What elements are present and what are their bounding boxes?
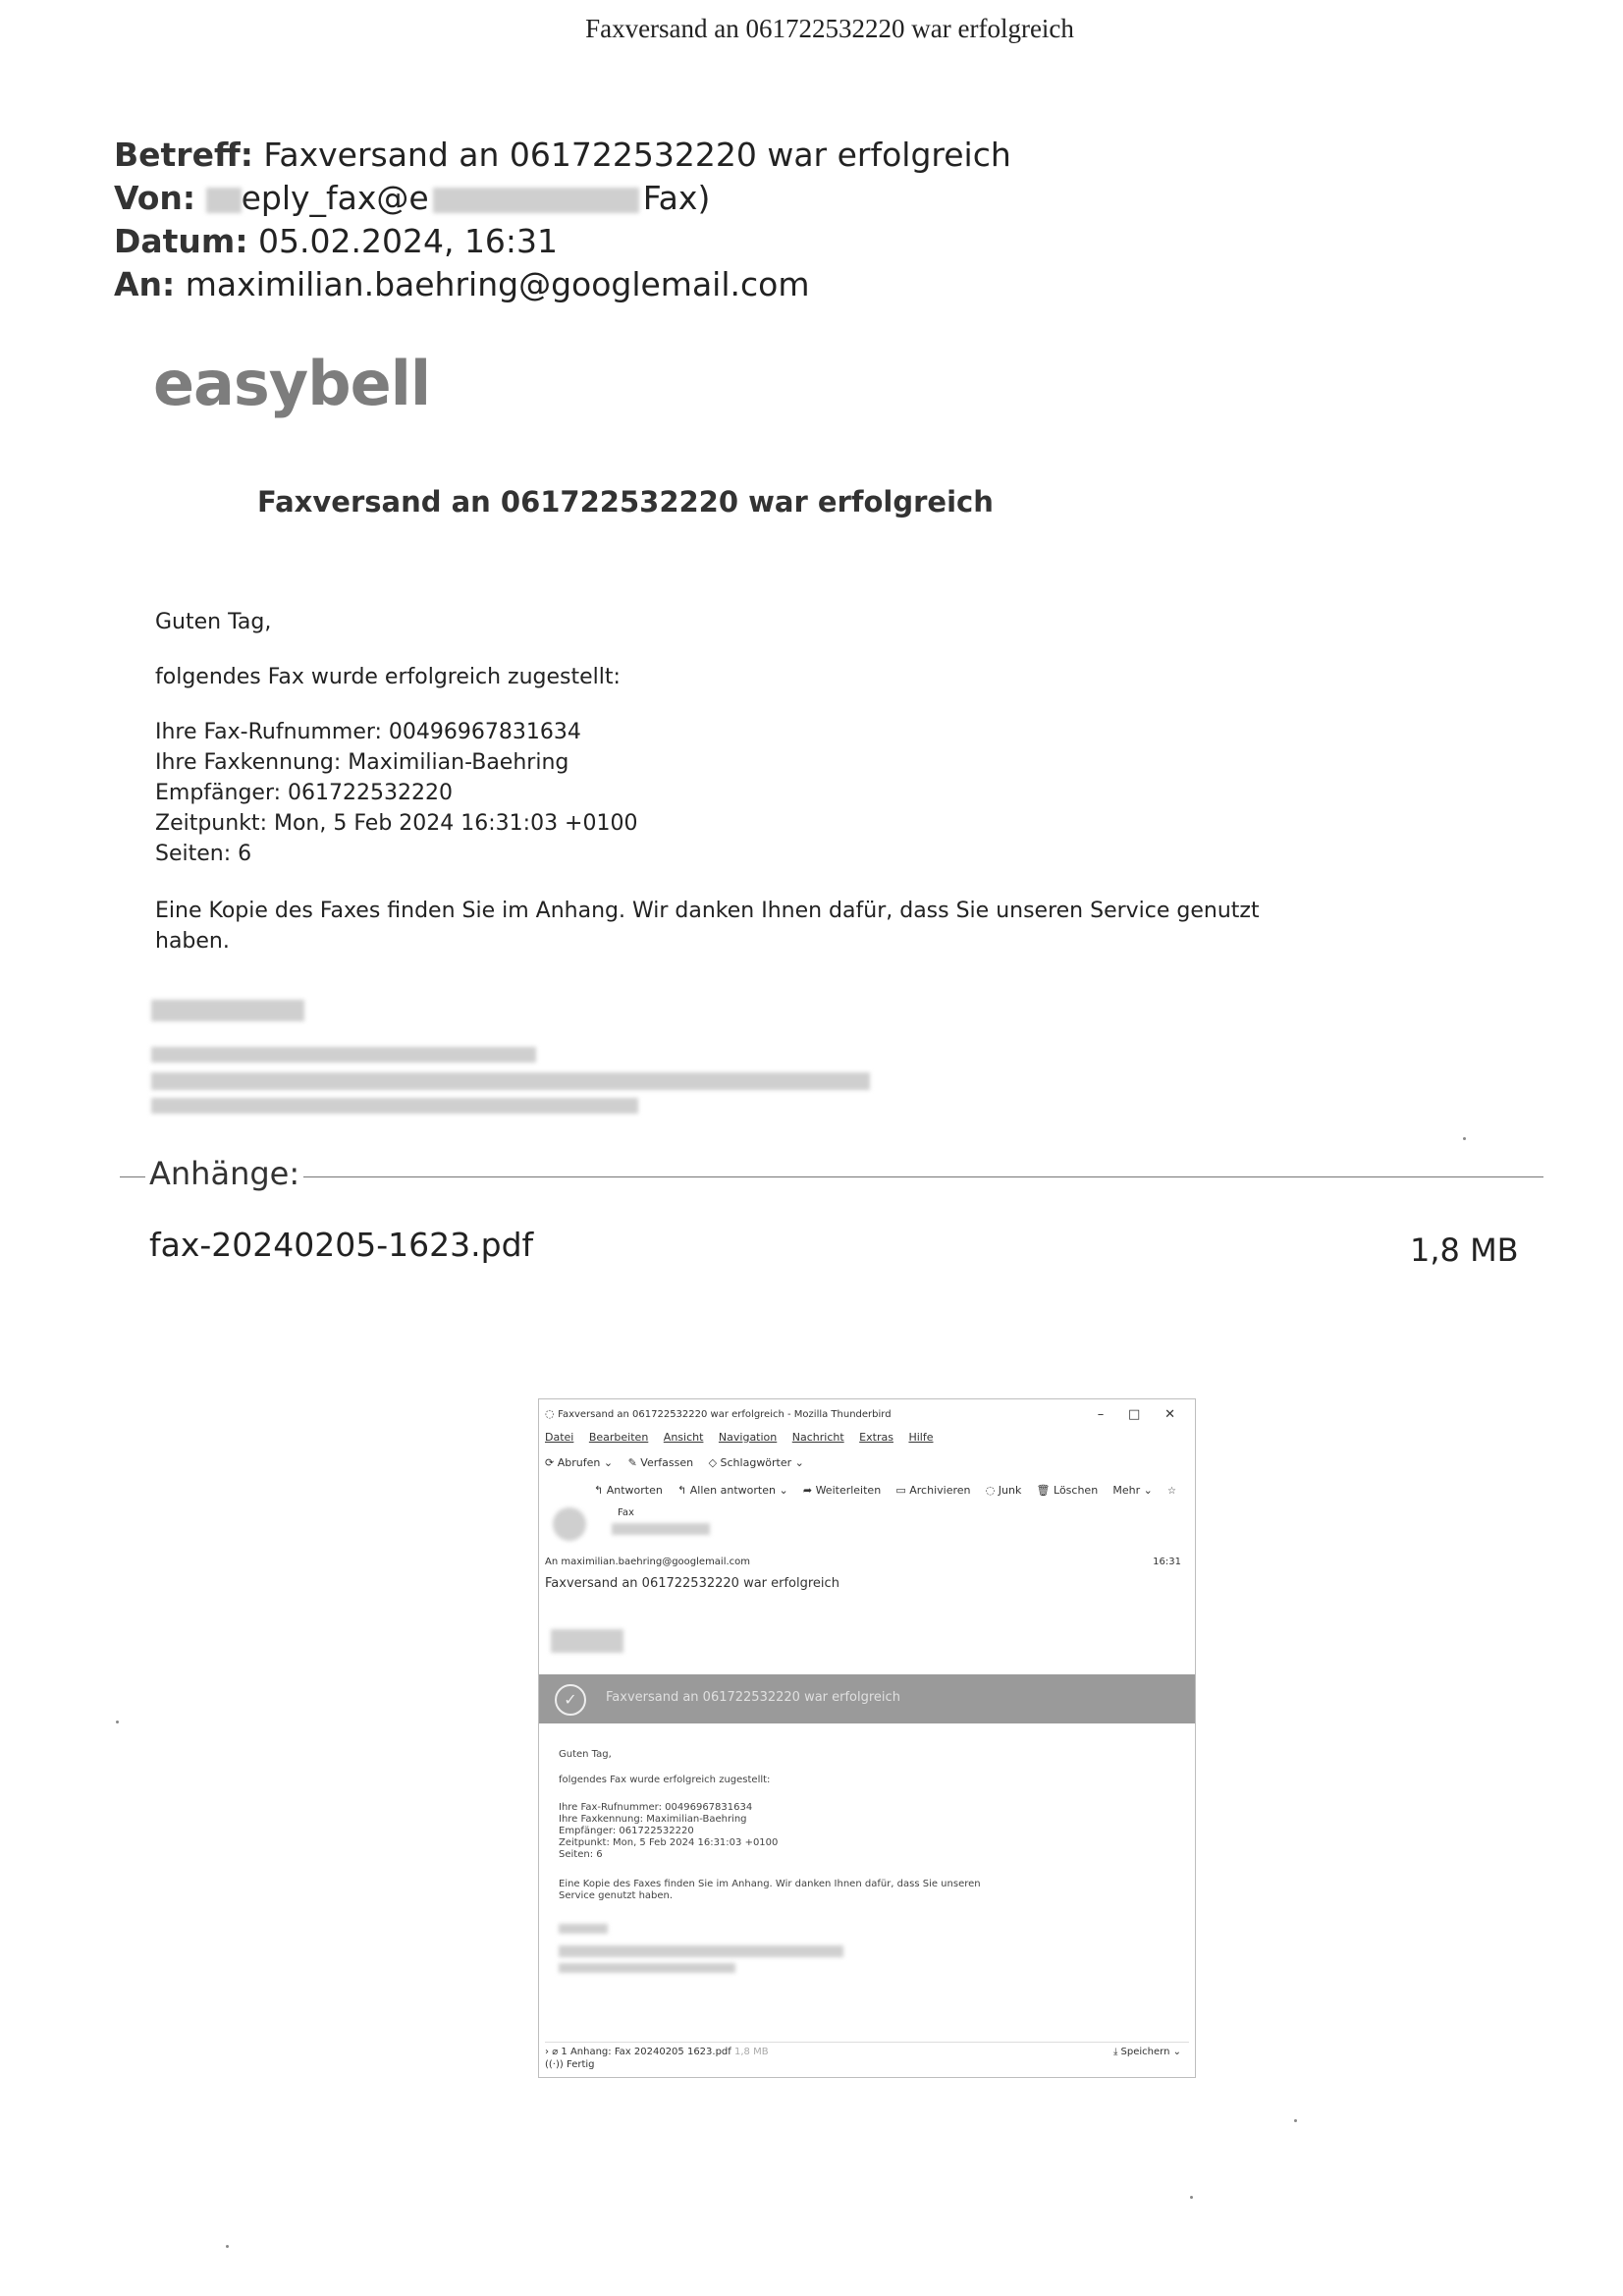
tags-button[interactable]: ◇ Schlagwörter ⌄ xyxy=(708,1456,804,1469)
tb-closing-line2: Service genutzt haben. xyxy=(559,1890,674,1901)
tb-save-button[interactable]: ⤓ Speichern ⌄ xyxy=(1112,2047,1181,2057)
menu-extras[interactable]: Extras xyxy=(859,1431,893,1444)
paperclip-icon: ⌀ xyxy=(552,2047,559,2057)
menu-navigation[interactable]: Navigation xyxy=(718,1431,778,1444)
closing-text xyxy=(155,896,1260,957)
tb-subject: Faxversand an 061722532220 war erfolgreich xyxy=(545,1576,839,1591)
thunderbird-window xyxy=(538,1398,1196,2078)
tb-titlebar xyxy=(545,1407,1189,1420)
more-button[interactable]: Mehr ⌄ xyxy=(1112,1484,1153,1497)
save-icon: ⤓ xyxy=(1112,2047,1118,2057)
junk-button[interactable]: ◌ Junk xyxy=(985,1484,1022,1497)
subject-label: Betreff: xyxy=(114,136,253,174)
tb-banner-text: Faxversand an 061722532220 war erfolgreich xyxy=(606,1690,900,1705)
sender-avatar xyxy=(553,1507,586,1541)
subject-value: Faxversand an 061722532220 war erfolgreich xyxy=(263,136,1011,174)
redacted-block xyxy=(206,188,242,213)
star-icon[interactable]: ☆ xyxy=(1167,1486,1176,1497)
header-date xyxy=(114,222,558,260)
redacted-signature xyxy=(151,1000,304,1021)
header-from xyxy=(114,179,710,217)
download-icon: ⟳ xyxy=(545,1456,555,1469)
date-label: Datum: xyxy=(114,222,248,260)
scan-speck xyxy=(1190,2196,1193,2199)
attachments-divider xyxy=(120,1176,1543,1177)
compose-button[interactable]: ✎ Verfassen xyxy=(627,1456,694,1469)
redacted-block xyxy=(612,1523,710,1535)
header-to xyxy=(114,265,809,303)
thunderbird-icon: ◌ xyxy=(545,1407,555,1420)
tb-success-banner xyxy=(539,1674,1195,1723)
fax-number: Ihre Fax-Rufnummer: 00496967831634 xyxy=(155,720,581,744)
tb-greeting: Guten Tag, xyxy=(559,1749,612,1760)
date-value: 05.02.2024, 16:31 xyxy=(258,222,559,260)
archive-button[interactable]: ▭ Archivieren xyxy=(895,1484,971,1497)
tb-attachment-bar xyxy=(545,2042,1189,2057)
from-part1: eply_fax@e xyxy=(241,179,429,217)
tb-pages: Seiten: 6 xyxy=(559,1849,603,1860)
to-value: maximilian.baehring@googlemail.com xyxy=(185,265,810,303)
maximize-icon[interactable]: □ xyxy=(1128,1407,1141,1422)
delete-button[interactable]: 🗑 Löschen xyxy=(1036,1484,1099,1497)
scan-speck xyxy=(116,1721,119,1723)
check-icon: ✓ xyxy=(555,1684,586,1716)
minimize-icon[interactable]: – xyxy=(1097,1407,1105,1422)
from-part2: Fax) xyxy=(642,179,711,217)
tb-window-controls xyxy=(1098,1407,1175,1422)
closing-line2: haben. xyxy=(155,929,230,954)
send-time: Zeitpunkt: Mon, 5 Feb 2024 16:31:03 +0100 xyxy=(155,811,638,836)
fetch-button[interactable]: ⟳ Abrufen ⌄ xyxy=(545,1456,614,1469)
activity-icon: ((·)) xyxy=(545,2059,564,2070)
intro: folgendes Fax wurde erfolgreich zugestellt: xyxy=(155,665,621,689)
tb-attachment-size: 1,8 MB xyxy=(734,2047,769,2057)
menu-bearbeiten[interactable]: Bearbeiten xyxy=(588,1431,649,1444)
from-label: Von: xyxy=(114,179,196,217)
tb-fax-number: Ihre Fax-Rufnummer: 00496967831634 xyxy=(559,1802,753,1813)
menu-nachricht[interactable]: Nachricht xyxy=(791,1431,844,1444)
mail-heading: Faxversand an 061722532220 war erfolgreich xyxy=(257,485,994,519)
redacted-signature xyxy=(151,1098,638,1114)
scan-speck xyxy=(1463,1137,1466,1140)
tb-intro: folgendes Fax wurde erfolgreich zugestellt: xyxy=(559,1775,771,1785)
redacted-signature xyxy=(151,1072,870,1090)
attachment-size: 1,8 MB xyxy=(1410,1231,1519,1269)
fax-details xyxy=(155,717,637,869)
redacted-logo xyxy=(551,1629,623,1653)
tb-window-title: Faxversand an 061722532220 war erfolgreich - Mozilla Thunderbird xyxy=(558,1409,892,1420)
tb-to-row xyxy=(545,1557,1189,1567)
tag-icon: ◇ xyxy=(708,1456,718,1469)
tb-from-name: Fax xyxy=(618,1507,634,1518)
tb-statusbar xyxy=(545,2059,595,2070)
tb-toolbar xyxy=(545,1456,816,1469)
tb-from-row xyxy=(553,1507,634,1541)
redacted-signature xyxy=(559,1945,843,1957)
chevron-right-icon[interactable]: › xyxy=(545,2047,549,2057)
tb-menubar xyxy=(545,1431,945,1444)
menu-ansicht[interactable]: Ansicht xyxy=(663,1431,704,1444)
tb-to-value[interactable]: maximilian.baehring@googlemail.com xyxy=(561,1557,751,1567)
tb-status: Fertig xyxy=(566,2059,595,2070)
reply-all-button[interactable]: ↰ Allen antworten ⌄ xyxy=(677,1484,788,1497)
tb-details xyxy=(559,1802,778,1861)
redacted-signature xyxy=(151,1047,536,1063)
tb-recipient: Empfänger: 061722532220 xyxy=(559,1826,694,1836)
pencil-icon: ✎ xyxy=(627,1456,637,1469)
print-title: Faxversand an 061722532220 war erfolgreich xyxy=(585,14,1074,43)
tb-to-label: An xyxy=(545,1557,559,1567)
redacted-signature xyxy=(559,1924,608,1934)
scan-speck xyxy=(226,2245,229,2248)
close-icon[interactable]: ✕ xyxy=(1164,1407,1175,1422)
tb-attachment-name[interactable]: 1 Anhang: Fax 20240205 1623.pdf xyxy=(561,2047,731,2057)
recipient: Empfänger: 061722532220 xyxy=(155,781,453,805)
menu-datei[interactable]: Datei xyxy=(545,1431,574,1444)
closing-line1: Eine Kopie des Faxes finden Sie im Anhang. Wir danken Ihnen dafür, dass Sie unseren Service genutzt xyxy=(155,899,1260,923)
reply-button[interactable]: ↰ Antworten xyxy=(594,1484,663,1497)
fax-id: Ihre Faxkennung: Maximilian-Baehring xyxy=(155,750,569,775)
tb-closing xyxy=(559,1879,981,1902)
header-subject xyxy=(114,136,1011,174)
tb-time: 16:31 xyxy=(1153,1557,1181,1567)
tb-message-actions xyxy=(594,1484,1176,1497)
menu-hilfe[interactable]: Hilfe xyxy=(908,1431,934,1444)
redacted-signature xyxy=(559,1963,735,1973)
scan-speck xyxy=(1294,2119,1297,2122)
easybell-logo: easybell xyxy=(153,348,431,419)
page-count: Seiten: 6 xyxy=(155,842,252,866)
redacted-block xyxy=(433,188,639,213)
greeting: Guten Tag, xyxy=(155,610,272,634)
attachment-filename[interactable]: fax-20240205-1623.pdf xyxy=(149,1226,534,1264)
attachments-label: Anhänge: xyxy=(145,1155,303,1192)
tb-send-time: Zeitpunkt: Mon, 5 Feb 2024 16:31:03 +0100 xyxy=(559,1837,779,1848)
to-label: An: xyxy=(114,265,176,303)
forward-button[interactable]: ➦ Weiterleiten xyxy=(802,1484,882,1497)
tb-closing-line1: Eine Kopie des Faxes finden Sie im Anhang. Wir danken Ihnen dafür, dass Sie unseren xyxy=(559,1879,981,1889)
tb-fax-id: Ihre Faxkennung: Maximilian-Baehring xyxy=(559,1814,747,1825)
